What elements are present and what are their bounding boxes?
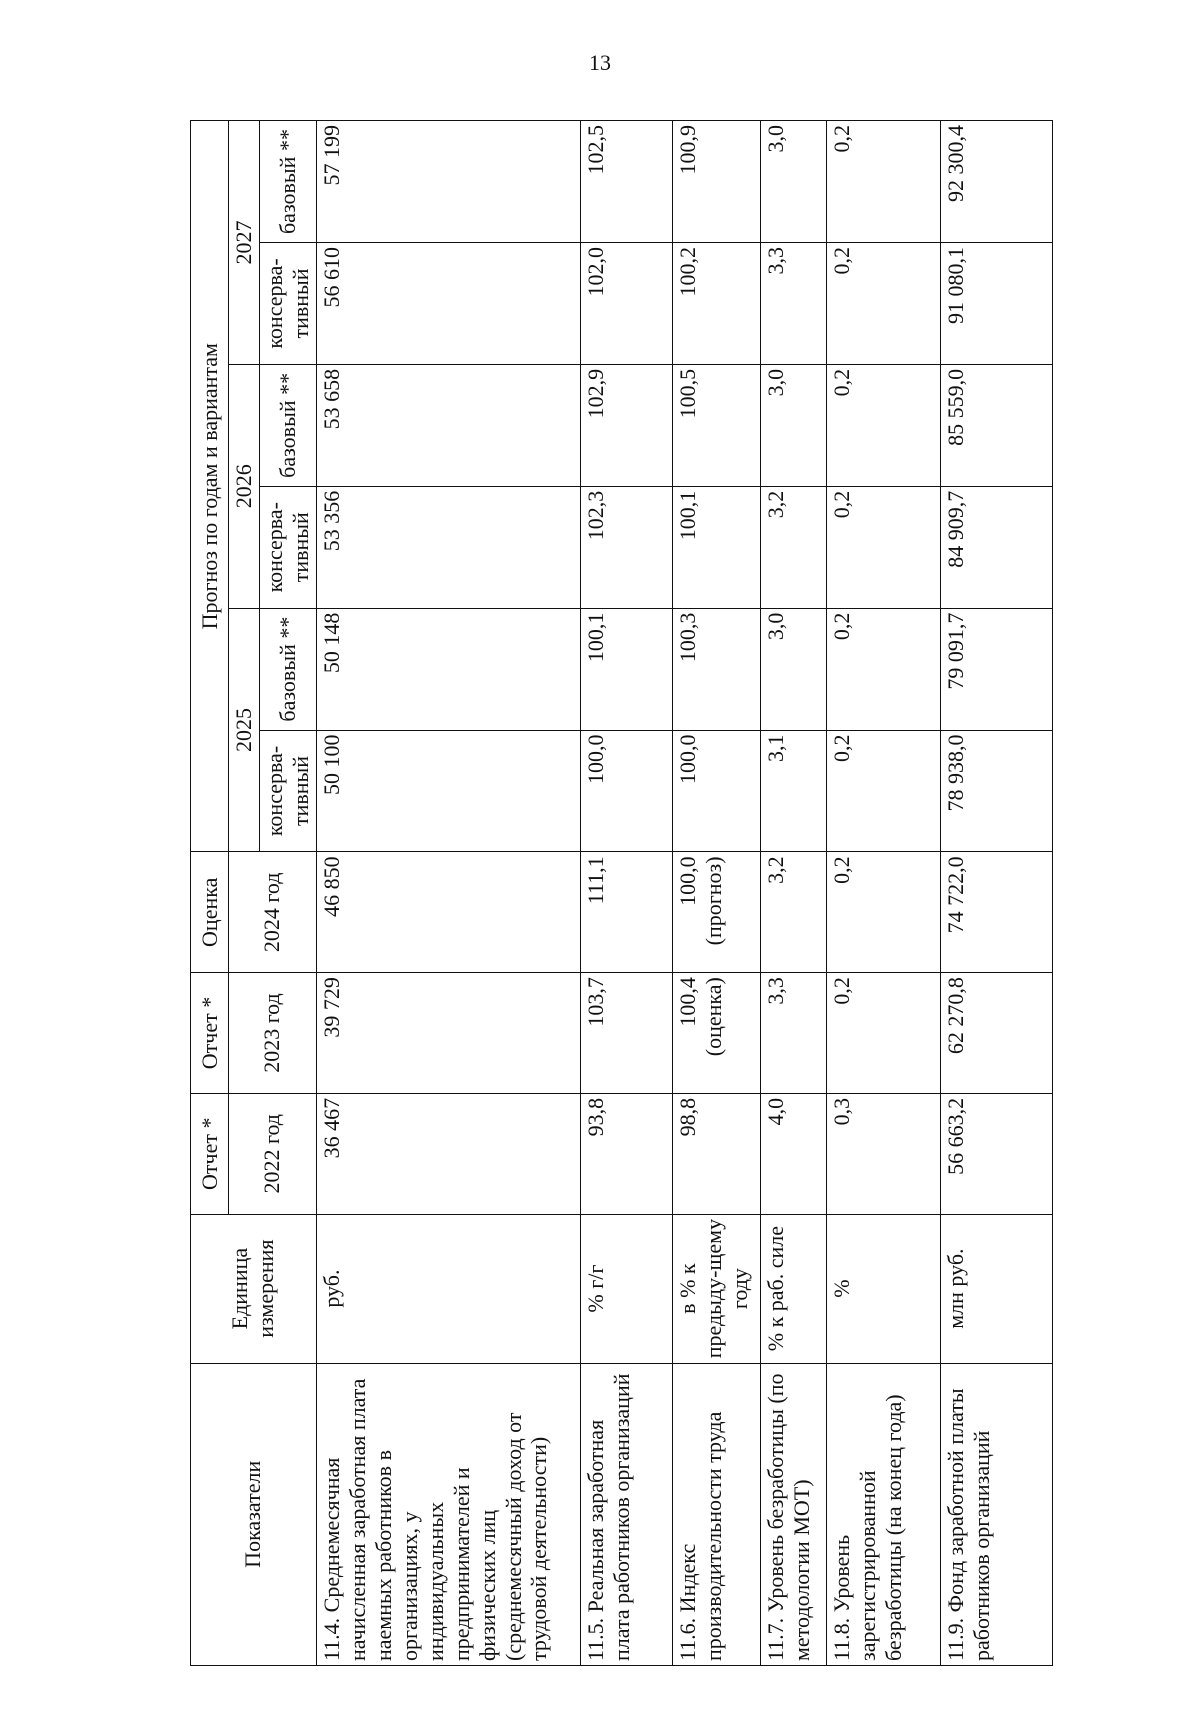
cell-2027-conservative: 0,2 [826,243,940,365]
row-name: 11.9. Фонд заработной платы работников организаций [940,1363,1052,1665]
cell-2022: 56 663,2 [940,1093,1052,1214]
row-unit: % [826,1214,940,1363]
header-forecast: Прогноз по годам и вариантам [191,121,229,852]
cell-2026-conservative: 3,2 [760,486,826,608]
cell-2022: 4,0 [760,1093,826,1214]
cell-2025-base: 100,1 [580,608,672,730]
row-unit: млн руб. [940,1214,1052,1363]
cell-2027-conservative: 100,2 [672,243,760,365]
header-2025: 2025 [229,608,260,852]
cell-2022: 98,8 [672,1093,760,1214]
header-year-2023: 2023 год [229,973,317,1094]
cell-2023: 62 270,8 [940,973,1052,1094]
cell-2023: 39 729 [316,973,580,1094]
cell-2027-conservative: 56 610 [316,243,580,365]
cell-2026-base: 53 658 [316,364,580,486]
cell-2026-base: 0,2 [826,364,940,486]
header-year-2024: 2024 год [229,852,317,973]
cell-2026-base: 100,5 [672,364,760,486]
cell-2025-base: 50 148 [316,608,580,730]
cell-2025-conservative: 78 938,0 [940,730,1052,852]
cell-2025-base: 100,3 [672,608,760,730]
row-name: 11.5. Реальная заработная плата работников организаций [580,1363,672,1665]
cell-2027-base: 102,5 [580,121,672,243]
cell-2025-conservative: 0,2 [826,730,940,852]
header-conservative-2026: консерва-тивный [259,486,316,608]
cell-2024: 0,2 [826,852,940,973]
cell-2025-base: 0,2 [826,608,940,730]
cell-2024-note: (прогноз) [700,856,726,946]
cell-2022: 36 467 [316,1093,580,1214]
header-2027: 2027 [229,121,260,365]
cell-2024-value: 100,0 [674,856,700,906]
cell-2023: 3,3 [760,973,826,1094]
cell-2025-base: 79 091,7 [940,608,1052,730]
cell-2027-base: 0,2 [826,121,940,243]
cell-2024: 3,2 [760,852,826,973]
row-unit: руб. [316,1214,580,1363]
header-year-2022: 2022 год [229,1093,317,1214]
cell-2024: 111,1 [580,852,672,973]
cell-2025-conservative: 3,1 [760,730,826,852]
cell-2023: 0,2 [826,973,940,1094]
cell-2025-conservative: 50 100 [316,730,580,852]
cell-2023-note: (оценка) [700,977,726,1057]
header-base-2025: базовый ** [259,608,316,730]
row-name: 11.6. Индекс производительности труда [672,1363,760,1665]
row-unit: в % к предыду-щему году [672,1214,760,1363]
header-report-2022: Отчет * [191,1093,229,1214]
cell-2024: 74 722,0 [940,852,1052,973]
header-estimate: Оценка [191,852,229,973]
table-row [826,121,940,1666]
row-unit: % г/г [580,1214,672,1363]
cell-2022: 93,8 [580,1093,672,1214]
cell-2027-conservative: 91 080,1 [940,243,1052,365]
cell-2026-base: 85 559,0 [940,364,1052,486]
cell-2023: 103,7 [580,973,672,1094]
cell-2023 [672,973,760,1094]
cell-2027-conservative: 102,0 [580,243,672,365]
cell-2026-conservative: 53 356 [316,486,580,608]
header-base-2027: базовый ** [259,121,316,243]
cell-2025-conservative: 100,0 [580,730,672,852]
cell-2027-base: 3,0 [760,121,826,243]
header-indicators: Показатели [191,1363,317,1665]
cell-2025-base: 3,0 [760,608,826,730]
cell-2026-conservative: 84 909,7 [940,486,1052,608]
page-number: 13 [589,50,611,75]
forecast-table [190,120,1053,1666]
table-row [580,121,672,1666]
row-unit: % к раб. силе [760,1214,826,1363]
cell-2024 [672,852,760,973]
cell-2026-conservative: 100,1 [672,486,760,608]
cell-2026-base: 102,9 [580,364,672,486]
cell-2026-conservative: 102,3 [580,486,672,608]
row-name: 11.7. Уровень безработицы (по методологии МОТ) [760,1363,826,1665]
table-row [672,121,760,1666]
cell-2024: 46 850 [316,852,580,973]
header-conservative-2027: консерва-тивный [259,243,316,365]
cell-2027-base: 100,9 [672,121,760,243]
row-name: 11.4. Среднемесячная начисленная заработная плата наемных работников в организациях, у индивидуальных предпринимателей и физических лиц (среднемесячный доход от трудовой деятельности) [316,1363,580,1665]
cell-2022: 0,3 [826,1093,940,1214]
row-name: 11.8. Уровень зарегистрированной безработицы (на конец года) [826,1363,940,1665]
cell-2023-value: 100,4 [674,977,700,1027]
cell-2027-conservative: 3,3 [760,243,826,365]
header-base-2026: базовый ** [259,364,316,486]
cell-2027-base: 92 300,4 [940,121,1052,243]
table-row [940,121,1052,1666]
header-conservative-2025: консерва-тивный [259,730,316,852]
cell-2027-base: 57 199 [316,121,580,243]
cell-2026-base: 3,0 [760,364,826,486]
header-report-2023: Отчет * [191,973,229,1094]
rotated-table-container [190,120,1050,1666]
table-row [760,121,826,1666]
table-row [316,121,580,1666]
header-unit: Единица измерения [191,1214,317,1363]
header-2026: 2026 [229,364,260,608]
cell-2026-conservative: 0,2 [826,486,940,608]
cell-2025-conservative: 100,0 [672,730,760,852]
